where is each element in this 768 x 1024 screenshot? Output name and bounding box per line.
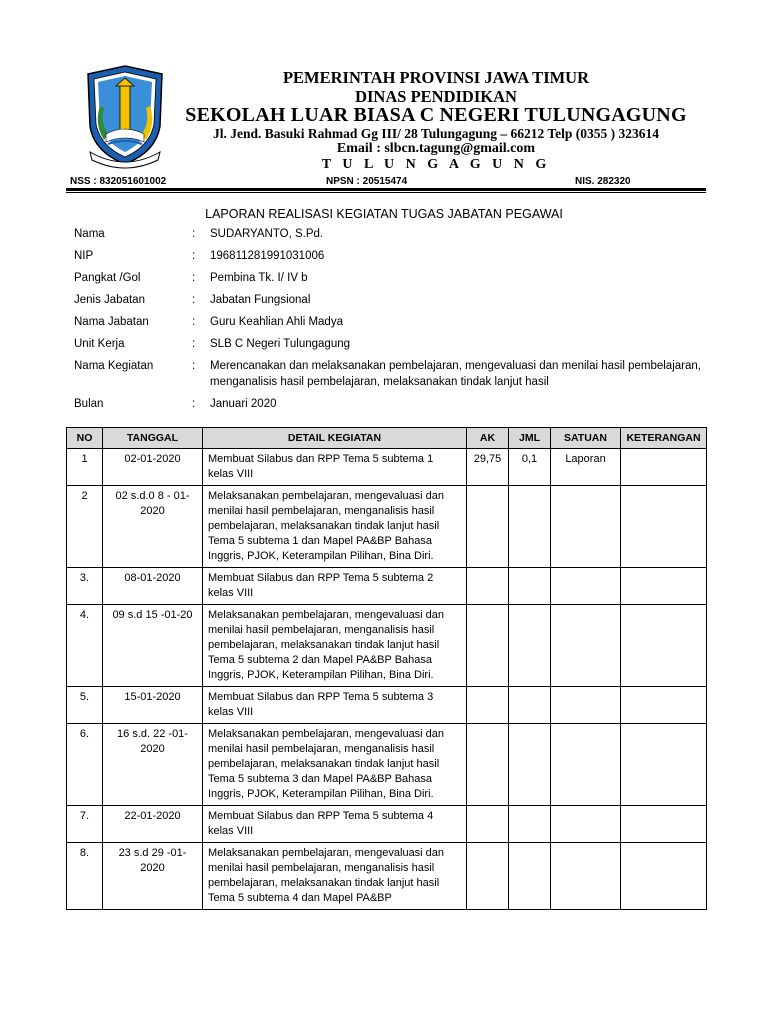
info-colon: :: [192, 398, 196, 410]
department-name: DINAS PENDIDIKAN: [355, 87, 517, 106]
cell-no: 1: [67, 449, 103, 486]
cell-tanggal: 02 s.d.0 8 - 01-2020: [103, 486, 203, 568]
cell-keterangan: [621, 568, 707, 605]
header-satuan: SATUAN: [551, 428, 621, 449]
info-value: Guru Keahlian Ahli Madya: [210, 316, 343, 328]
letterhead-rule-thin: [66, 192, 706, 193]
info-colon: :: [192, 294, 196, 306]
table-row: [67, 605, 707, 687]
cell-jml: [509, 687, 551, 724]
cell-detail: Melaksanakan pembelajaran, mengevaluasi dan menilai hasil pembelajaran, menganalisis hasil pembelajaran, melaksanakan tindak lanjut hasil Tema 5 subtema 2 dan Mapel PA&BP Bahasa Inggris, PJOK, Keterampilan Pilihan, Bina Diri.: [203, 605, 467, 687]
cell-jml: [509, 806, 551, 843]
info-row-bulan: [74, 396, 714, 412]
cell-no: 8.: [67, 843, 103, 910]
cell-ak: [467, 605, 509, 687]
cell-keterangan: [621, 605, 707, 687]
report-title: LAPORAN REALISASI KEGIATAN TUGAS JABATAN PEGAWAI: [205, 207, 563, 221]
cell-ak: [467, 843, 509, 910]
cell-jml: [509, 486, 551, 568]
cell-ak: 29,75: [467, 449, 509, 486]
cell-no: 3.: [67, 568, 103, 605]
cell-tanggal: 09 s.d 15 -01-20: [103, 605, 203, 687]
info-row-nip: [74, 248, 714, 264]
cell-ak: [467, 806, 509, 843]
info-label: Pangkat /Gol: [74, 272, 141, 284]
cell-tanggal: 15-01-2020: [103, 687, 203, 724]
cell-satuan: [551, 568, 621, 605]
cell-no: 2: [67, 486, 103, 568]
cell-detail: Melaksanakan pembelajaran, mengevaluasi dan menilai hasil pembelajaran, menganalisis hasil pembelajaran, melaksanakan tindak lanjut hasil Tema 5 subtema 3 dan Mapel PA&BP Bahasa Inggris, PJOK, Keterampilan Pilihan, Bina Diri.: [203, 724, 467, 806]
header-ak: AK: [467, 428, 509, 449]
info-row-jenis-jabatan: [74, 292, 714, 308]
cell-tanggal: 23 s.d 29 -01-2020: [103, 843, 203, 910]
table-row: [67, 806, 707, 843]
cell-ak: [467, 568, 509, 605]
cell-satuan: [551, 687, 621, 724]
info-value: SLB C Negeri Tulungagung: [210, 338, 351, 350]
cell-detail: Membuat Silabus dan RPP Tema 5 subtema 4 kelas VIII: [203, 806, 467, 843]
cell-tanggal: 16 s.d. 22 -01-2020: [103, 724, 203, 806]
cell-satuan: Laporan: [551, 449, 621, 486]
cell-satuan: [551, 486, 621, 568]
header-no: NO: [67, 428, 103, 449]
info-value: Merencanakan dan melaksanakan pembelajaran, mengevaluasi dan menilai hasil pembelajaran, menganalisis hasil pembelajaran, melaksanakan tindak lanjut hasil: [210, 360, 701, 388]
cell-jml: [509, 843, 551, 910]
table-row: [67, 843, 707, 910]
nis-number: NIS. 282320: [575, 176, 631, 187]
cell-jml: [509, 724, 551, 806]
info-value: 196811281991031006: [210, 250, 325, 262]
cell-satuan: [551, 605, 621, 687]
info-value: Januari 2020: [210, 398, 277, 410]
info-label: Unit Kerja: [74, 338, 125, 350]
info-row-nama-jabatan: [74, 314, 714, 330]
table-row: [67, 687, 707, 724]
cell-keterangan: [621, 843, 707, 910]
info-row-unit-kerja: [74, 336, 714, 352]
cell-detail: Melaksanakan pembelajaran, mengevaluasi dan menilai hasil pembelajaran, menganalisis hasil pembelajaran, melaksanakan tindak lanjut hasil Tema 5 subtema 4 dan Mapel PA&BP: [203, 843, 467, 910]
info-colon: :: [192, 338, 196, 350]
cell-jml: 0,1: [509, 449, 551, 486]
header-detail: DETAIL KEGIATAN: [203, 428, 467, 449]
cell-keterangan: [621, 806, 707, 843]
cell-no: 4.: [67, 605, 103, 687]
employee-info: [74, 226, 714, 412]
cell-keterangan: [621, 687, 707, 724]
letterhead: [0, 0, 768, 190]
cell-jml: [509, 568, 551, 605]
header-jml: JML: [509, 428, 551, 449]
info-row-pangkat: [74, 270, 714, 286]
info-colon: :: [192, 360, 196, 372]
info-label: Nama Jabatan: [74, 316, 149, 328]
info-label: Jenis Jabatan: [74, 294, 145, 306]
cell-satuan: [551, 724, 621, 806]
info-label: Nama Kegiatan: [74, 360, 154, 372]
gov-name: PEMERINTAH PROVINSI JAWA TIMUR: [282, 68, 590, 87]
info-colon: :: [192, 250, 196, 262]
info-label: NIP: [74, 250, 94, 262]
cell-ak: [467, 724, 509, 806]
cell-jml: [509, 605, 551, 687]
info-label: Nama: [74, 228, 105, 240]
letterhead-rule-thick: [66, 188, 706, 191]
cell-no: 6.: [67, 724, 103, 806]
cell-satuan: [551, 806, 621, 843]
cell-tanggal: 08-01-2020: [103, 568, 203, 605]
cell-ak: [467, 687, 509, 724]
info-value: Pembina Tk. I/ IV b: [210, 272, 308, 284]
info-row-nama-kegiatan: [74, 358, 714, 390]
cell-detail: Membuat Silabus dan RPP Tema 5 subtema 1 kelas VIII: [203, 449, 467, 486]
cell-keterangan: [621, 486, 707, 568]
header-tanggal: TANGGAL: [103, 428, 203, 449]
cell-tanggal: 22-01-2020: [103, 806, 203, 843]
table-row: [67, 724, 707, 806]
info-colon: :: [192, 228, 196, 240]
npsn-number: NPSN : 20515474: [326, 176, 408, 187]
header-keterangan: KETERANGAN: [621, 428, 707, 449]
table-row: [67, 486, 707, 568]
school-name: SEKOLAH LUAR BIASA C NEGERI TULUNGAGUNG: [185, 104, 687, 126]
table-row: [67, 568, 707, 605]
school-address: Jl. Jend. Basuki Rahmad Gg III/ 28 Tulungagung – 66212 Telp (0355 ) 323614: [212, 126, 659, 141]
nss-number: NSS : 832051601002: [70, 176, 167, 187]
cell-no: 7.: [67, 806, 103, 843]
cell-ak: [467, 486, 509, 568]
table-row: [67, 449, 707, 486]
cell-keterangan: [621, 449, 707, 486]
school-city: T U L U N G A G U N G: [321, 157, 551, 172]
cell-detail: Membuat Silabus dan RPP Tema 5 subtema 2 kelas VIII: [203, 568, 467, 605]
info-colon: :: [192, 272, 196, 284]
cell-keterangan: [621, 724, 707, 806]
cell-tanggal: 02-01-2020: [103, 449, 203, 486]
cell-detail: Membuat Silabus dan RPP Tema 5 subtema 3 kelas VIII: [203, 687, 467, 724]
cell-satuan: [551, 843, 621, 910]
info-colon: :: [192, 316, 196, 328]
school-email: Email : slbcn.tagung@gmail.com: [336, 141, 536, 156]
activity-table: [66, 427, 707, 910]
info-value: Jabatan Fungsional: [210, 294, 311, 306]
cell-detail: Melaksanakan pembelajaran, mengevaluasi dan menilai hasil pembelajaran, menganalisis hasil pembelajaran, melaksanakan tindak lanjut hasil Tema 5 subtema 1 dan Mapel PA&BP Bahasa Inggris, PJOK, Keterampilan Pilihan, Bina Diri.: [203, 486, 467, 568]
info-label: Bulan: [74, 398, 104, 410]
info-row-nama: [74, 226, 714, 242]
cell-no: 5.: [67, 687, 103, 724]
table-header-row: [67, 428, 707, 449]
info-value: SUDARYANTO, S.Pd.: [210, 228, 324, 240]
